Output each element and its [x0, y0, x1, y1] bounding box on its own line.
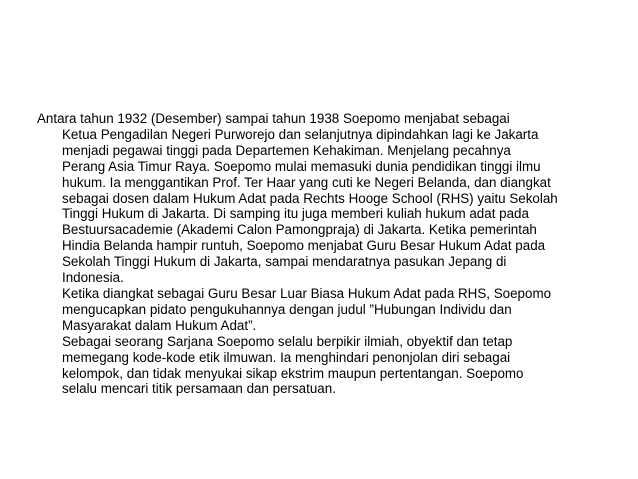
text-line: Sekolah Tinggi Hukum di Jakarta, sampai mendaratnya pasukan Jepang di [62, 254, 507, 270]
text-line: hukum. Ia menggantikan Prof. Ter Haar yang cuti ke Negeri Belanda, dan diangkat [62, 174, 551, 190]
text-line: menjadi pegawai tinggi pada Departemen Kehakiman. Menjelang pecahnya [62, 142, 511, 158]
text-line: kelompok, dan tidak menyukai sikap ekstrim maupun pertentangan. Soepomo [62, 365, 524, 381]
text-line: Hindia Belanda hampir runtuh, Soepomo menjabat Guru Besar Hukum Adat pada [62, 238, 546, 254]
text-line: Bestuursacademie (Akademi Calon Pamongpraja) di Jakarta. Ketika pemerintah [62, 222, 537, 238]
text-line: selalu mencari titik persamaan dan persatuan. [62, 381, 336, 397]
text-line: sebagai dosen dalam Hukum Adat pada Rechts Hooge School (RHS) yaitu Sekolah [62, 190, 558, 206]
text-line: Perang Asia Timur Raya. Soepomo mulai memasuki dunia pendidikan tinggi ilmu [62, 158, 541, 174]
text-line: Ketika diangkat sebagai Guru Besar Luar Biasa Hukum Adat pada RHS, Soepomo [62, 285, 552, 301]
text-line: Tinggi Hukum di Jakarta. Di samping itu juga memberi kuliah hukum adat pada [62, 206, 529, 222]
text-line: Masyarakat dalam Hukum Adat”. [62, 317, 257, 333]
text-line: Indonesia. [62, 270, 124, 286]
text-line: Sebagai seorang Sarjana Soepomo selalu berpikir ilmiah, obyektif dan tetap [62, 333, 513, 349]
text-line: Antara tahun 1932 (Desember) sampai tahun 1938 Soepomo menjabat sebagai [37, 111, 510, 126]
text-line: Ketua Pengadilan Negeri Purworejo dan selanjutnya dipindahkan lagi ke Jakarta [62, 126, 539, 142]
text-line: mengucapkan pidato pengukuhannya dengan judul ”Hubungan Individu dan [62, 301, 512, 317]
text-line: memegang kode-kode etik ilmuwan. Ia menghindari penonjolan diri sebagai [62, 349, 511, 365]
paragraph-text [37, 111, 612, 397]
